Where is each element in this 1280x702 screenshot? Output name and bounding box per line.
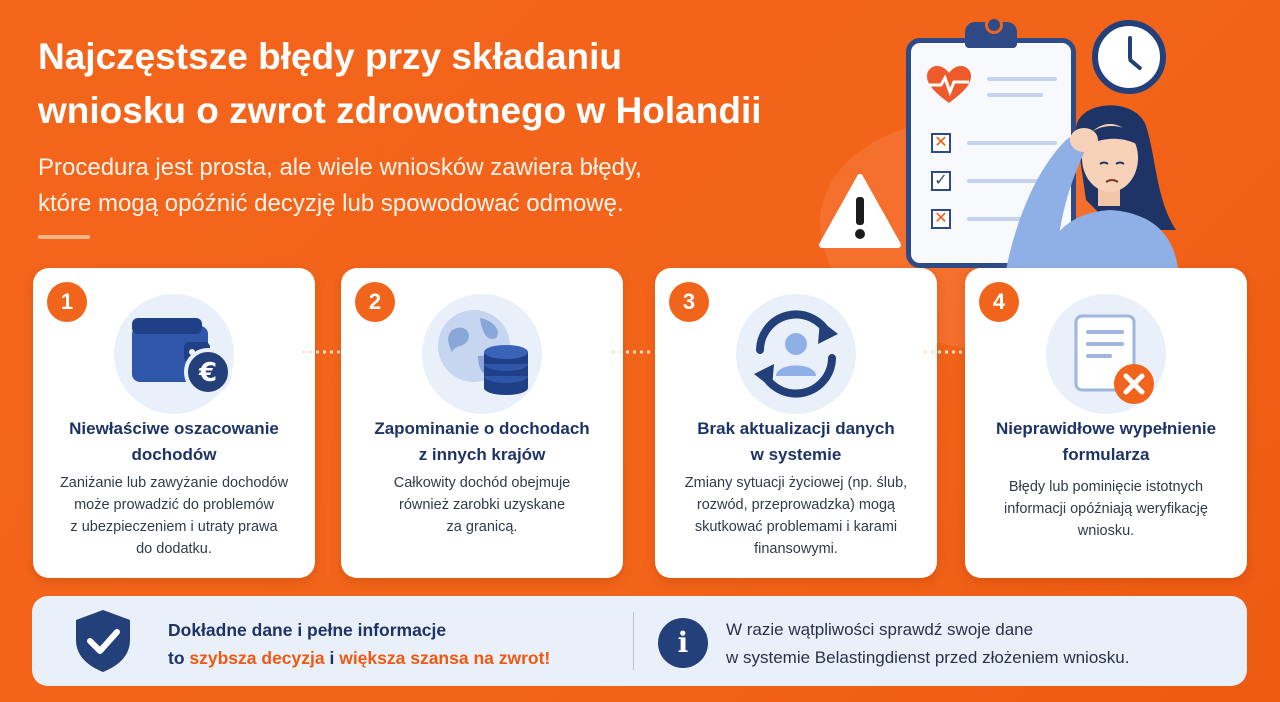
header-illustration bbox=[810, 8, 1230, 270]
dotted-connector bbox=[922, 350, 962, 354]
card-text-line: Błędy lub pominięcie istotnych bbox=[1008, 479, 1204, 495]
checkbox-check-icon: ✓ bbox=[931, 171, 951, 191]
page-title-line-1: Najczęstsze błędy przy składaniu bbox=[38, 36, 623, 77]
clipboard-line bbox=[987, 77, 1057, 81]
card-text-line: Całkowity dochód obejmuje bbox=[393, 475, 571, 491]
shield-check-icon bbox=[72, 608, 134, 674]
mistake-card-3 bbox=[655, 268, 937, 578]
footer-summary-line-1: Dokładne dane i pełne informacje bbox=[168, 620, 447, 640]
step-number-badge: 4 bbox=[979, 282, 1019, 322]
card-title-line: w systemie bbox=[750, 445, 842, 464]
card-title bbox=[671, 416, 921, 468]
footer-panel bbox=[32, 596, 1247, 686]
dotted-connector bbox=[610, 350, 650, 354]
footer-summary bbox=[168, 616, 628, 672]
wallet-euro-icon bbox=[114, 294, 234, 414]
card-text-line: również zarobki uzyskane bbox=[398, 497, 566, 513]
step-number-badge: 2 bbox=[355, 282, 395, 322]
page-title bbox=[38, 30, 898, 138]
page-subtitle-line-2: które mogą opóźnić decyzję lub spowodować odmowę. bbox=[38, 190, 624, 217]
clipboard-clip-icon bbox=[965, 22, 1017, 48]
card-title-line: z innych krajów bbox=[418, 445, 546, 464]
globe-coins-icon bbox=[422, 294, 542, 414]
footer-highlight-refund: większa szansa na zwrot! bbox=[339, 648, 551, 668]
card-text-line: Zaniżanie lub zawyżanie dochodów bbox=[59, 475, 289, 491]
card-text-line: rozwód, przeprowadzka) mogą bbox=[696, 497, 896, 513]
page-subtitle bbox=[38, 150, 798, 222]
document-error-icon bbox=[1046, 294, 1166, 414]
card-title-line: Nieprawidłowe wypełnienie bbox=[995, 419, 1217, 438]
card-title-line: dochodów bbox=[131, 445, 217, 464]
footer-prefix: to bbox=[168, 648, 190, 668]
card-text-line: finansowymi. bbox=[754, 541, 838, 557]
footer-divider bbox=[633, 612, 634, 670]
card-description bbox=[355, 472, 609, 538]
footer-mid: i bbox=[324, 648, 340, 668]
card-text-line: do dodatku. bbox=[136, 541, 212, 557]
step-number-badge: 3 bbox=[669, 282, 709, 322]
dotted-connector bbox=[300, 350, 340, 354]
mistake-card-2 bbox=[341, 268, 623, 578]
card-text-line: z ubezpieczeniem i utraty prawa bbox=[70, 519, 278, 535]
info-icon: i bbox=[658, 618, 708, 668]
card-title bbox=[49, 416, 299, 468]
page-title-line-2: wniosku o zwrot zdrowotnego w Holandii bbox=[38, 90, 762, 131]
heart-pulse-icon bbox=[925, 65, 973, 105]
footer-highlight-decision: szybsza decyzja bbox=[189, 648, 325, 668]
card-text-line: Zmiany sytuacji życiowej (np. ślub, bbox=[684, 475, 908, 491]
card-text-line: wniosku. bbox=[1077, 523, 1135, 539]
footer-tip bbox=[726, 616, 1236, 672]
card-title-line: Niewłaściwe oszacowanie bbox=[69, 419, 279, 438]
card-description bbox=[47, 472, 301, 560]
footer-summary-line-2 bbox=[168, 644, 628, 672]
svg-text:€: € bbox=[198, 358, 218, 388]
page-subtitle-line-1: Procedura jest prosta, ale wiele wniosków zawiera błędy, bbox=[38, 154, 642, 181]
warning-icon bbox=[818, 173, 902, 249]
card-text-line: skutkować problemami i karami bbox=[694, 519, 898, 535]
card-description bbox=[979, 476, 1233, 542]
card-text-line: informacji opóźniają weryfikację bbox=[1004, 501, 1208, 517]
card-text-line: za granicą. bbox=[446, 519, 518, 535]
title-underline bbox=[38, 235, 90, 239]
clipboard-line bbox=[987, 93, 1043, 97]
worried-woman-icon bbox=[1006, 100, 1206, 270]
card-title-line: Zapominanie o dochodach bbox=[374, 419, 590, 438]
checkbox-cross-icon: ✕ bbox=[931, 209, 951, 229]
mistake-card-1 bbox=[33, 268, 315, 578]
card-title-line: Brak aktualizacji danych bbox=[697, 419, 895, 438]
card-description bbox=[669, 472, 923, 560]
user-sync-icon bbox=[736, 294, 856, 414]
step-number-badge: 1 bbox=[47, 282, 87, 322]
footer-tip-line-1: W razie wątpliwości sprawdź swoje dane bbox=[726, 620, 1034, 639]
mistake-card-4 bbox=[965, 268, 1247, 578]
clock-icon bbox=[1092, 20, 1166, 94]
card-title-line: formularza bbox=[1062, 445, 1150, 464]
checkbox-cross-icon: ✕ bbox=[931, 133, 951, 153]
footer-tip-line-2: w systemie Belastingdienst przed złożeniem wniosku. bbox=[726, 648, 1130, 667]
card-title bbox=[981, 416, 1231, 468]
card-title bbox=[357, 416, 607, 468]
card-text-line: może prowadzić do problemów bbox=[74, 497, 274, 513]
